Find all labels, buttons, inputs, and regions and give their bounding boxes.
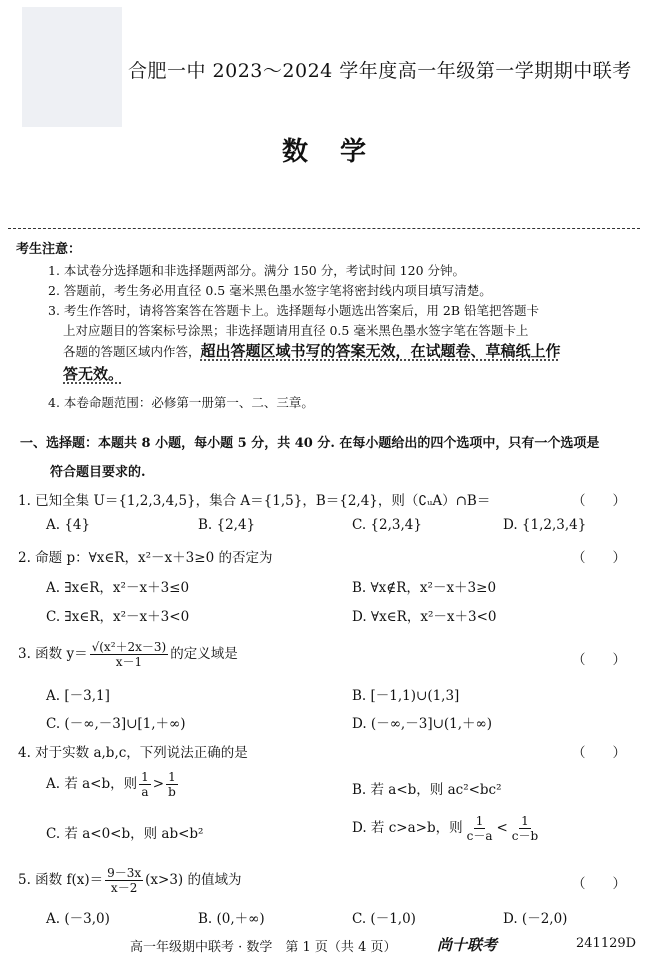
q5-fraction [105, 866, 143, 895]
answer-bracket-3: （ ） [572, 652, 626, 668]
q4a-num-2: 1 [168, 770, 176, 784]
q4-option-b: B. 若 a<b，则 ac²<bc² [352, 782, 502, 798]
q4a-den-2: b [168, 785, 176, 799]
question-1-stem: 1. 已知全集 U＝{1,2,3,4,5}，集合 A＝{1,5}，B＝{2,4}，则（∁ᵤA）∩B＝ [18, 493, 491, 509]
notice-item-3: 3. 考生作答时，请将答案答在答题卡上。选择题每小题选出答案后，用 2B 铅笔把答题卡 [48, 303, 539, 318]
q3-fraction [90, 640, 169, 669]
q3-option-c: C. (－∞,－3]∪[1,＋∞) [46, 716, 186, 732]
notice-item-3-cont1: 上对应题目的答案标号涂黑；非选择题请用直径 0.5 毫米黑色墨水签字笔在答题卡上 [63, 323, 529, 338]
q4a-text: A. 若 a<b，则 [46, 776, 138, 792]
q4a-frac-1 [139, 770, 151, 799]
q3-denominator: x－1 [115, 655, 143, 669]
section-heading: 一、选择题：本题共 8 小题，每小题 5 分，共 40 分. 在每小题给出的四个选项中，只有一个选项是 [20, 436, 600, 451]
footer-page-info: 高一年级期中联考 · 数学 第 1 页（共 4 页） [130, 940, 397, 955]
answer-bracket-1: （ ） [572, 493, 626, 509]
q5-numerator: 9－3x [107, 866, 142, 880]
question-2-stem: 2. 命题 p：∀x∈R，x²－x＋3≥0 的否定为 [18, 550, 273, 566]
q4d-den-1: c－a [466, 829, 493, 843]
q4a-den-1: a [141, 785, 149, 799]
notice-item-1: 1. 本试卷分选择题和非选择题两部分。满分 150 分，考试时间 120 分钟。 [48, 263, 466, 278]
q2-option-a: A. ∃x∈R，x²－x＋3≤0 [46, 580, 190, 596]
notice-item-3-cont3 [63, 364, 123, 385]
notice-item-4: 4. 本卷命题范围：必修第一册第一、二、三章。 [48, 395, 314, 410]
q2-option-b: B. ∀x∉R，x²－x＋3≥0 [352, 580, 497, 596]
q2-option-c: C. ∃x∈R，x²－x＋3<0 [46, 609, 190, 625]
q4d-num-2: 1 [521, 814, 529, 828]
notice-emphasis-end: 答无效。 [63, 365, 124, 383]
q1-option-b: B. {2,4} [198, 517, 256, 533]
q3-option-d: D. (－∞,－3]∪(1,＋∞) [352, 716, 493, 732]
logo-placeholder [22, 7, 122, 127]
answer-bracket-5: （ ） [572, 876, 626, 892]
notice-normal-text: 各题的答题区域内作答， [63, 344, 201, 359]
q4-option-d [352, 814, 542, 843]
q5-denominator: x－2 [110, 881, 138, 895]
q4d-num-1: 1 [475, 814, 484, 828]
q4d-frac-2 [510, 814, 540, 843]
q4-option-c: C. 若 a<0<b，则 ab<b² [46, 826, 204, 842]
notice-item-3-cont2 [63, 341, 561, 362]
q1-option-c: C. {2,3,4} [352, 517, 422, 533]
answer-bracket-2: （ ） [572, 550, 626, 566]
q5-option-a: A. (－3,0) [46, 911, 110, 927]
answer-bracket-4: （ ） [572, 745, 626, 761]
q4d-frac-1 [465, 814, 495, 843]
q5-option-b: B. (0,＋∞) [198, 911, 265, 927]
q4-option-a [46, 770, 180, 799]
footer-brand-logo: 尚十联考 [437, 936, 498, 954]
q3-stem-post: 的定义域是 [170, 646, 238, 662]
q4a-num-1: 1 [141, 770, 149, 784]
seal-line [8, 228, 640, 229]
notice-item-2: 2. 答题前，考生务必用直径 0.5 毫米黑色墨水签字笔将密封线内项目填写清楚。 [48, 283, 492, 298]
q4a-op: > [152, 776, 165, 792]
question-5-stem [18, 866, 242, 895]
subject-title: 数学 [281, 137, 398, 167]
exam-title: 合肥一中 2023～2024 学年度高一年级第一学期期中联考 [128, 60, 632, 82]
notice-title: 考生注意： [16, 242, 82, 257]
q4a-frac-2 [166, 770, 178, 799]
q2-option-d: D. ∀x∈R，x²－x＋3<0 [352, 609, 497, 625]
footer-exam-code: 241129D [576, 936, 637, 951]
q3-stem-pre: 3. 函数 y＝ [18, 646, 88, 662]
q4d-text: D. 若 c>a>b，则 [352, 820, 463, 836]
q1-option-a: A. {4} [46, 517, 91, 533]
notice-emphasis-text: 超出答题区域书写的答案无效，在试题卷、草稿纸上作 [200, 342, 561, 360]
question-3-stem [18, 640, 238, 669]
q5-option-d: D. (－2,0) [503, 911, 568, 927]
q3-option-b: B. [－1,1)∪(1,3] [352, 688, 460, 704]
q3-numerator: √(x²＋2x－3) [91, 640, 167, 654]
q5-stem-pre: 5. 函数 f(x)＝ [18, 872, 104, 888]
q3-option-a: A. [－3,1] [46, 688, 110, 704]
q5-option-c: C. (－1,0) [352, 911, 416, 927]
q5-stem-post: (x>3) 的值域为 [145, 872, 242, 888]
q1-option-d: D. {1,2,3,4} [503, 517, 587, 533]
question-4-stem: 4. 对于实数 a,b,c，下列说法正确的是 [18, 745, 248, 761]
q4d-op: < [496, 820, 508, 836]
section-heading-cont: 符合题目要求的. [50, 465, 146, 480]
q4d-den-2: c－b [511, 829, 539, 843]
